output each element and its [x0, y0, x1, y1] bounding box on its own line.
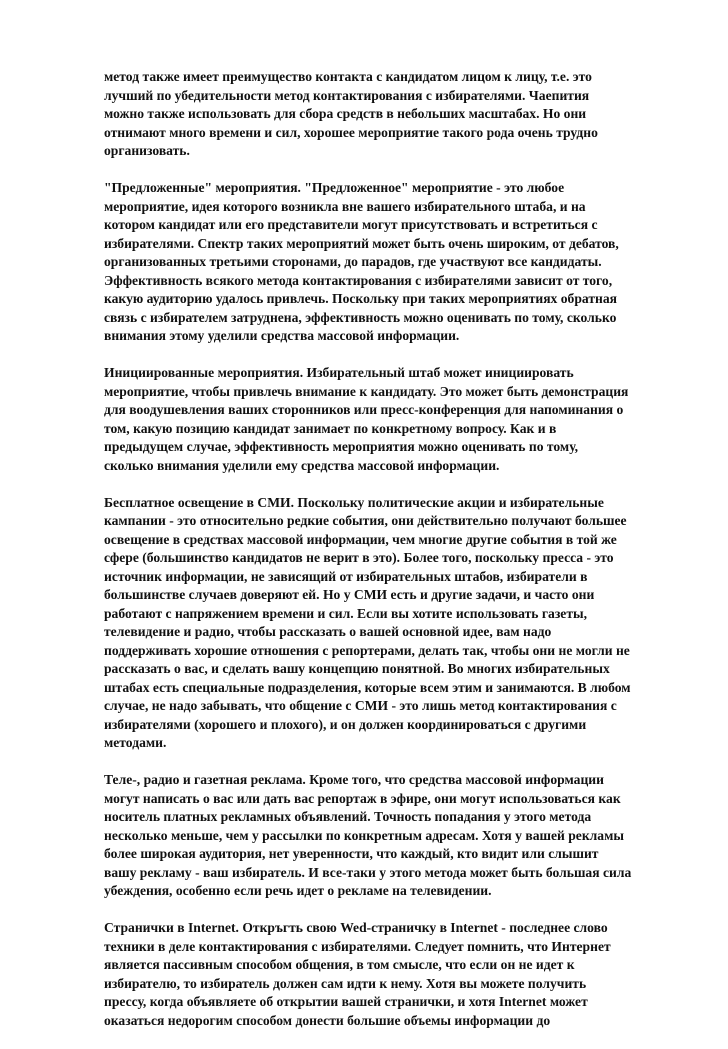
text-line: избирателями. Спектр таких мероприятий может быть очень широким, от дебатов, [104, 235, 619, 251]
text-line: связь с избирателем затруднена, эффективность можно оценивать по тому, сколько [104, 309, 617, 325]
text-line: носитель платных рекламных объявлений. Точность попадания у этого метода [104, 809, 592, 824]
paragraph-proposed-events [104, 179, 690, 346]
text-line: отнимают много времени и сил, хорошее мероприятие такого рода очень трудно [104, 124, 598, 140]
text-line: техники в деле контактирования с избирателями. Следует помнить, что Интернет [104, 938, 611, 954]
text-line: организованных третьими сторонами, до парадов, где участвуют все кандидаты. [104, 254, 602, 269]
text-line: избирателями (хорошего и плохого), и он должен координироваться с другими [104, 716, 587, 732]
paragraph-initiated-events [104, 364, 690, 475]
text-line: прессу, когда объявляете об открытии вашей странички, и хотя Internet может [104, 994, 588, 1009]
text-line: какую аудиторию удалось привлечь. Поскольку при таких мероприятиях обратная [104, 291, 618, 306]
text-line: вашу рекламу - ваш избиратель. И все-таки у этого метода может быть большая сила [104, 864, 632, 880]
paragraph-tea-parties [104, 68, 690, 161]
text-line: можно также использовать для сбора средств в небольших масштабах. Но они [104, 106, 587, 121]
text-line: предыдущем случае, эффективность мероприятия можно оценивать по тому, [104, 439, 579, 454]
text-line: освещение в средствах массовой информации, чем многие другие события в той же [104, 531, 617, 547]
paragraph-paid-advertising [104, 771, 690, 901]
paragraph-internet-pages [104, 919, 690, 1030]
text-line: мероприятие, чтобы привлечь внимание к кандидату. Это может быть демонстрация [104, 383, 629, 399]
text-line: для воодушевления ваших сторонников или пресс-конференция для напоминания о [104, 402, 624, 417]
text-line: поддерживать хорошие отношения с репортерами, делать так, чтобы они не могли не [104, 642, 630, 658]
text-line: Инициированные мероприятия. Избирательный штаб может инициировать [104, 365, 574, 380]
text-line: несколько меньше, чем у рассылки по конкретным адресам. Хотя у вашей рекламы [104, 827, 624, 843]
text-line: работают с напряжением времени и сил. Если вы хотите использовать газеты, [104, 605, 588, 621]
text-line: котором кандидат или его представители могут присутствовать и встретиться с [104, 217, 598, 232]
text-line: сколько внимания уделили ему средства массовой информации. [104, 457, 500, 473]
text-line: организовать. [104, 143, 190, 158]
text-line: является пассивным способом общения, в том смысле, что если он не идет к [104, 957, 575, 972]
document-page [104, 68, 690, 1049]
text-line: Странички в Internet. Откръгть свою Wed-страничку в Internet - последнее слово [104, 920, 608, 935]
text-line: Эффективность всякого метода контактирования с избирателями зависит от того, [104, 272, 613, 288]
text-line: избирателю, то избиратель должен сам идти к нему. Хотя вы можете получить [104, 975, 587, 991]
text-line: случае, не надо забывать, что общение с СМИ - это лишь метод контактирования с [104, 698, 617, 713]
text-line: Теле-, радио и газетная реклама. Кроме того, что средства массовой информации [104, 772, 604, 787]
text-line: рассказать о вас, и сделать вашу концепцию понятной. Во многих избирательных [104, 661, 610, 676]
text-line: лучший по убедительности метод контактирования с избирателями. Чаепития [104, 87, 590, 103]
text-line: убеждения, особенно если речь идет о рекламе на телевидении. [104, 883, 492, 898]
text-line: могут написать о вас или дать вас репортаж в эфире, они могут использоваться как [104, 790, 621, 806]
text-line: "Предложенные" мероприятия. "Предложенное" мероприятие - это любое [104, 180, 565, 195]
paragraph-free-media [104, 494, 690, 753]
text-line: внимания этому уделили средства массовой информации. [104, 328, 460, 343]
text-line: оказаться недорогим способом донести большие объемы информации до [104, 1012, 551, 1028]
text-line: сфере (большинство кандидатов не верит в это). Более того, поскольку пресса - это [104, 550, 614, 565]
text-line: телевидение и радио, чтобы рассказать о вашей основной идее, вам надо [104, 624, 552, 639]
text-line: Бесплатное освещение в СМИ. Поскольку политические акции и избирательные [104, 494, 604, 510]
text-line: штабах есть специальные подразделения, которые всем этим и занимаются. В любом [104, 679, 631, 695]
text-line: источник информации, не зависящий от избирательных штабов, избиратели в [104, 568, 588, 584]
text-line: большинстве случаев доверяют ей. Но у СМИ есть и другие задачи, и часто они [104, 587, 595, 602]
text-line: том, какую позицию кандидат занимает по конкретному вопросу. Как и в [104, 420, 557, 436]
text-line: мероприятие, идея которого возникла вне вашего избирательного штаба, и на [104, 198, 586, 214]
text-line: кампании - это относительно редкие события, они действительно получают большее [104, 513, 627, 528]
text-line: более широкая аудитория, нет уверенности, что каждый, кто видит или слышит [104, 846, 599, 861]
text-line: метод также имеет преимущество контакта с кандидатом лицом к лицу, т.е. это [104, 69, 592, 84]
text-line: методами. [104, 735, 167, 750]
